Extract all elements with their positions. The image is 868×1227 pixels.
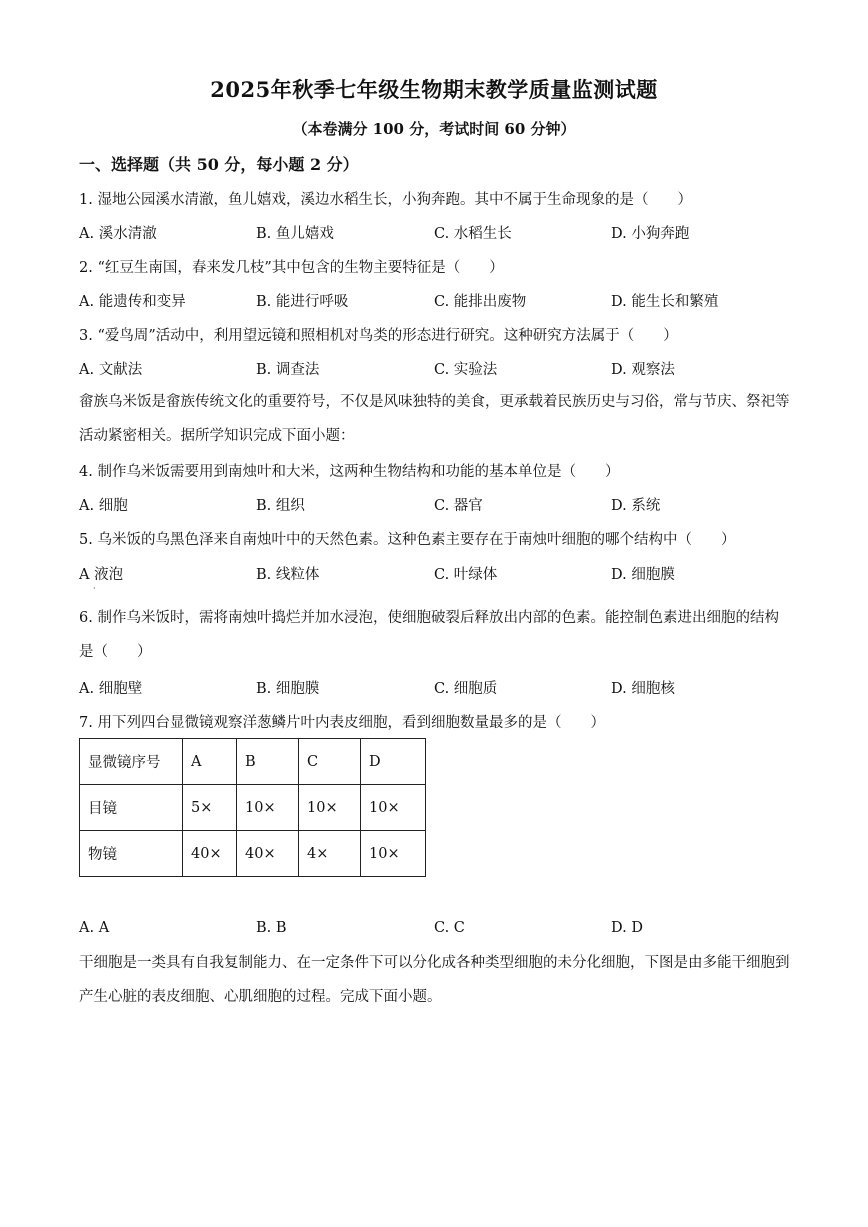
question-4-option-c: C. 器官	[434, 498, 483, 514]
question-5-option-d: D. 细胞膜	[611, 567, 675, 583]
question-2-option-a: A. 能遗传和变异	[79, 294, 186, 310]
question-3-option-b: B. 调查法	[256, 362, 320, 378]
passage-she-rice: 畲族乌米饭是畲族传统文化的重要符号，不仅是风味独特的美食，更承载着民族历史与习俗，常与节庆、祭祀等活动紧密相关。据所学知识完成下面小题：	[79, 394, 790, 444]
table-row	[80, 831, 426, 877]
question-3-option-c: C. 实验法	[434, 362, 498, 378]
question-1-option-c: C. 水稻生长	[434, 226, 512, 242]
question-1-option-b: B. 鱼儿嬉戏	[256, 226, 334, 242]
question-5-option-a: A 液泡	[79, 567, 124, 583]
question-5-option-c: C. 叶绿体	[434, 567, 498, 583]
question-4-option-b: B. 组织	[256, 498, 305, 514]
question-1-option-a: A. 溪水清澈	[79, 226, 157, 242]
table-cell: 10×	[237, 785, 299, 831]
table-cell: 显微镜序号	[80, 739, 183, 785]
table-cell: 物镜	[80, 831, 183, 877]
question-4-stem: 4. 制作乌米饭需要用到南烛叶和大米，这两种生物结构和功能的基本单位是（ ）	[79, 464, 620, 480]
table-cell: 40×	[237, 831, 299, 877]
question-3-option-d: D. 观察法	[611, 362, 675, 378]
question-2-option-d: D. 能生长和繁殖	[611, 294, 719, 310]
table-cell: 4×	[299, 831, 361, 877]
section-heading: 一、选择题（共 50 分，每小题 2 分）	[79, 155, 359, 174]
page-title: 2025年秋季七年级生物期末教学质量监测试题	[210, 77, 658, 102]
table-cell: 目镜	[80, 785, 183, 831]
table-cell: 10×	[361, 785, 426, 831]
question-3-stem: 3. “爱鸟周”活动中，利用望远镜和照相机对鸟类的形态进行研究。这种研究方法属于（ ）	[79, 328, 678, 344]
question-6-option-d: D. 细胞核	[611, 681, 675, 697]
question-7-stem: 7. 用下列四台显微镜观察洋葱鳞片叶内表皮细胞，看到细胞数量最多的是（ ）	[79, 715, 605, 731]
table-cell: 40×	[183, 831, 237, 877]
question-4-option-d: D. 系统	[611, 498, 661, 514]
question-5-option-b: B. 线粒体	[256, 567, 320, 583]
question-7-option-a: A. A	[79, 920, 110, 936]
question-4-option-a: A. 细胞	[79, 498, 128, 514]
question-5-stem: 5. 乌米饭的乌黑色泽来自南烛叶中的天然色素。这种色素主要存在于南烛叶细胞的哪个结构中（ ）	[79, 532, 736, 548]
question-6-stem: 6. 制作乌米饭时，需将南烛叶捣烂并加水浸泡，使细胞破裂后释放出内部的色素。能控制色素进出细胞的结构是（ ）	[79, 610, 779, 660]
question-2-stem: 2. “红豆生南国，春来发几枝”其中包含的生物主要特征是（ ）	[79, 260, 504, 276]
table-cell: D	[361, 739, 426, 785]
microscope-table	[79, 738, 426, 877]
question-6-option-a: A. 细胞壁	[79, 681, 143, 697]
question-3-option-a: A. 文献法	[79, 362, 143, 378]
question-7-option-d: D. D	[611, 920, 643, 936]
table-cell: 5×	[183, 785, 237, 831]
question-7-option-c: C. C	[434, 920, 465, 936]
question-2-option-c: C. 能排出废物	[434, 294, 527, 310]
question-2-option-b: B. 能进行呼吸	[256, 294, 349, 310]
table-row	[80, 739, 426, 785]
table-cell: B	[237, 739, 299, 785]
stray-dot-mark: ·	[93, 584, 96, 593]
table-row	[80, 785, 426, 831]
question-6-option-b: B. 细胞膜	[256, 681, 320, 697]
page-subtitle: （本卷满分 100 分，考试时间 60 分钟）	[292, 120, 576, 138]
table-cell: A	[183, 739, 237, 785]
question-1-option-d: D. 小狗奔跑	[611, 226, 690, 242]
question-6-option-c: C. 细胞质	[434, 681, 498, 697]
question-7-option-b: B. B	[256, 920, 287, 936]
question-1-stem: 1. 湿地公园溪水清澈，鱼儿嬉戏，溪边水稻生长，小狗奔跑。其中不属于生命现象的是（ ）	[79, 192, 692, 208]
passage-stem-cell: 干细胞是一类具有自我复制能力、在一定条件下可以分化成各种类型细胞的未分化细胞，下图是由多能干细胞到产生心脏的表皮细胞、心肌细胞的过程。完成下面小题。	[79, 955, 790, 1005]
table-cell: 10×	[361, 831, 426, 877]
table-cell: C	[299, 739, 361, 785]
table-cell: 10×	[299, 785, 361, 831]
